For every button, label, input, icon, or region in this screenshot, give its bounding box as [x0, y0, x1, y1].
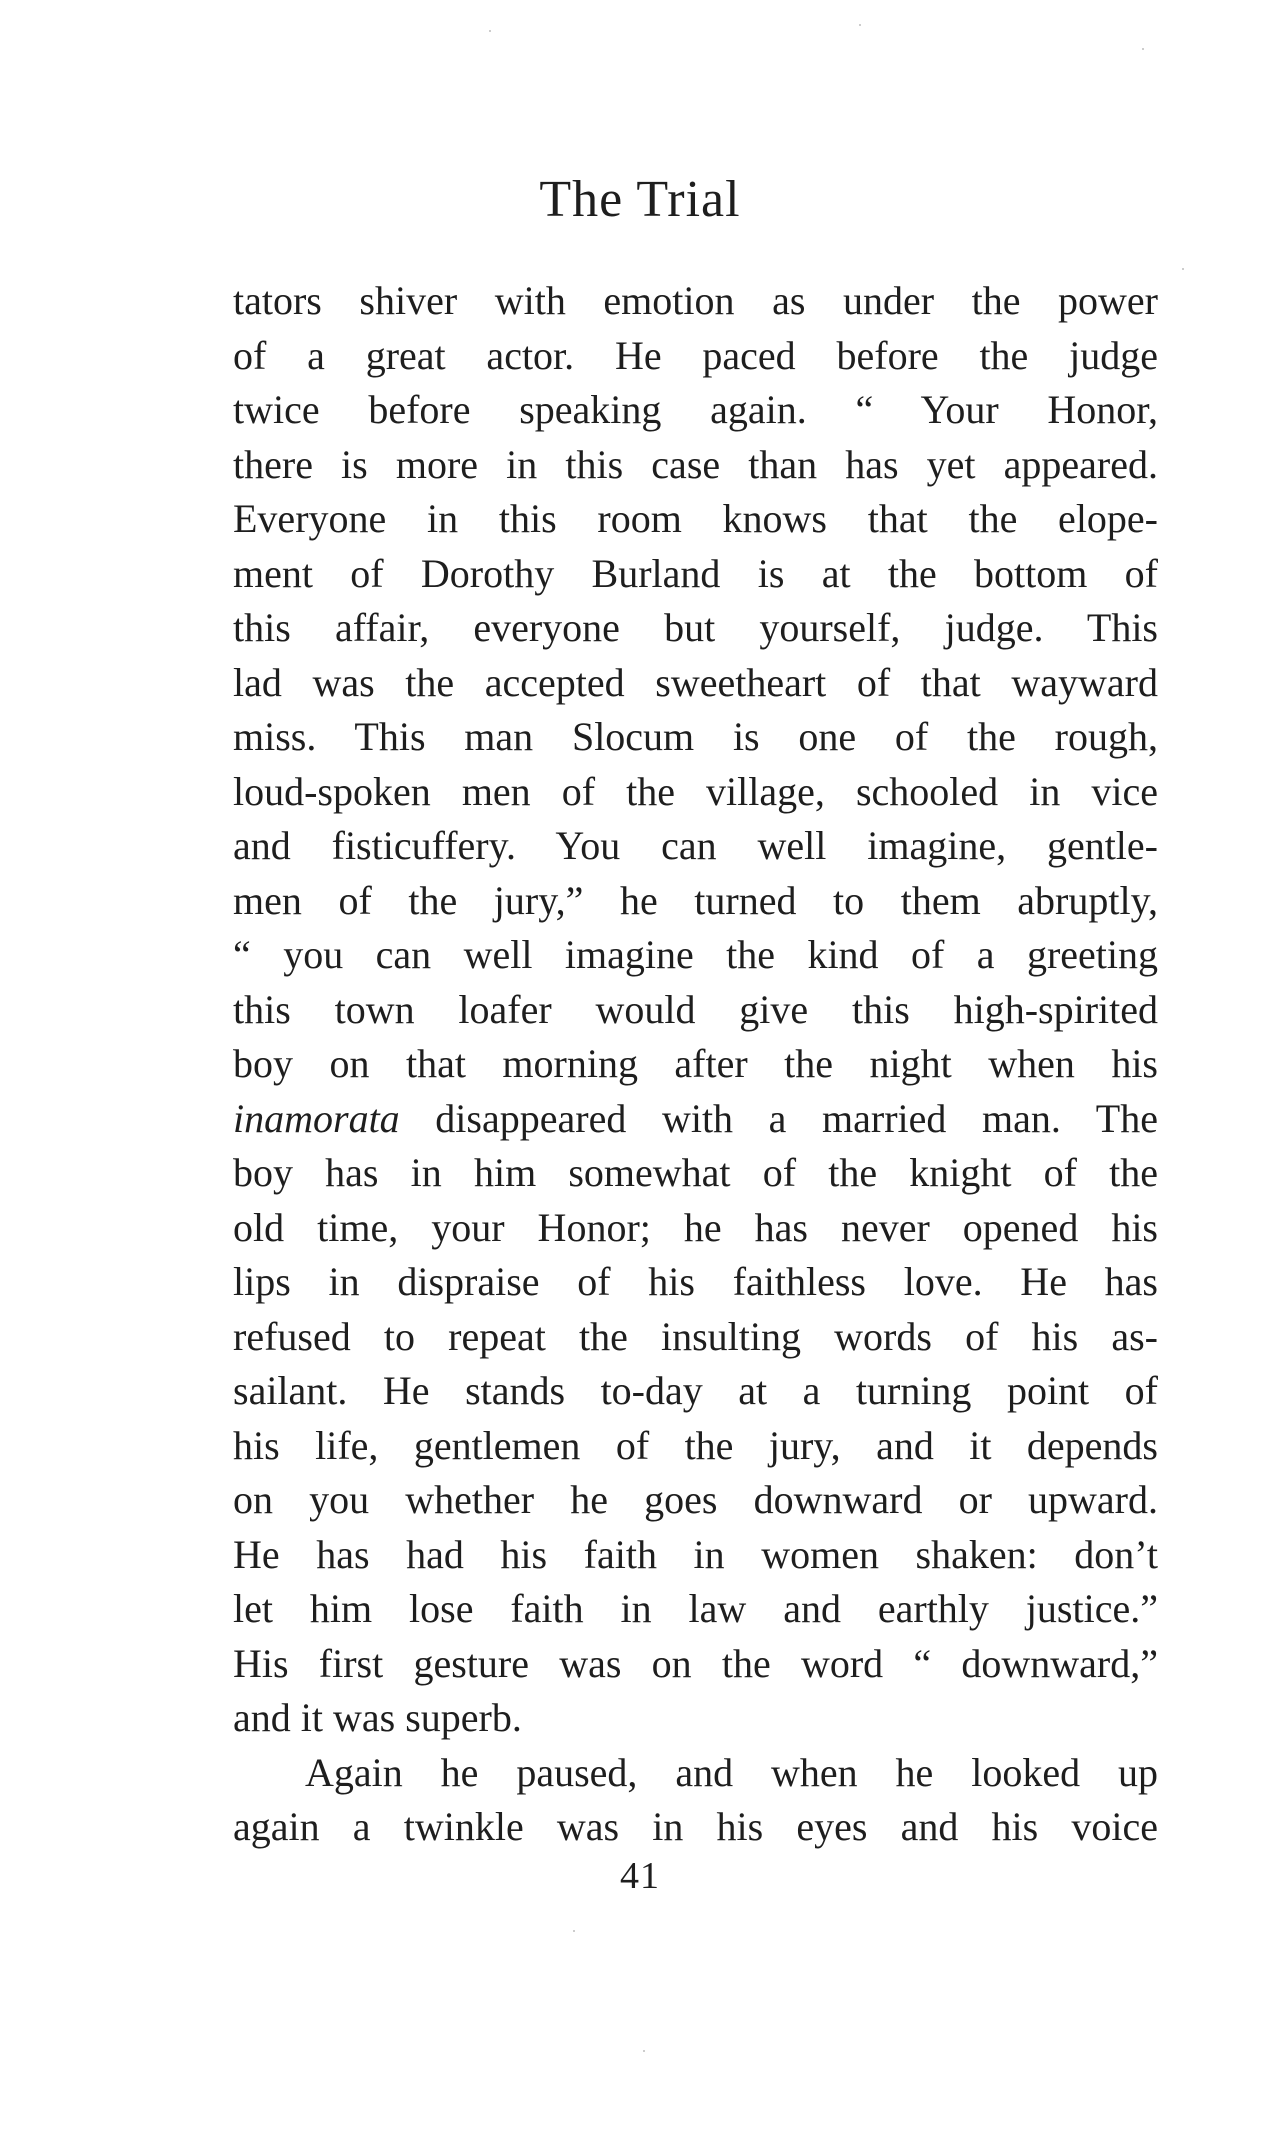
- text-line-italic: [233, 1092, 1158, 1147]
- text-line: refused to repeat the insulting words of his as-: [233, 1313, 1158, 1359]
- paper-speck: [1142, 48, 1144, 50]
- text-line: there is more in this case than has yet appeared.: [233, 441, 1158, 487]
- text-line: on you whether he goes downward or upward.: [233, 1477, 1158, 1522]
- text-line: and fisticuffery. You can well imagine, gentle-: [233, 823, 1158, 868]
- text-line: this town loafer would give this high-spirited: [233, 986, 1158, 1032]
- italic-word: inamorata: [233, 1095, 400, 1141]
- text-line: men of the jury,” he turned to them abruptly,: [233, 877, 1158, 923]
- text-line: tators shiver with emotion as under the power: [233, 278, 1158, 323]
- text-line: lad was the accepted sweetheart of that wayward: [233, 659, 1158, 705]
- body-text: [233, 274, 1158, 1855]
- text-line: He has had his faith in women shaken: don’t: [233, 1531, 1158, 1577]
- text-line-paragraph-end: and it was superb.: [233, 1695, 522, 1740]
- text-line: boy has in him somewhat of the knight of the: [233, 1150, 1158, 1195]
- paper-speck: [489, 30, 491, 32]
- text-line: twice before speaking again. “ Your Honor,: [233, 387, 1158, 432]
- text-line: “ you can well imagine the kind of a greeting: [233, 932, 1158, 977]
- paper-speck: [859, 24, 861, 26]
- running-title: The Trial: [539, 171, 741, 228]
- text-line: of a great actor. He paced before the judge: [233, 332, 1158, 378]
- text-line: boy on that morning after the night when his: [233, 1041, 1158, 1086]
- text-line: sailant. He stands to-day at a turning point of: [233, 1368, 1158, 1413]
- paper-speck: [1182, 268, 1184, 270]
- text-line: again a twinkle was in his eyes and his voice: [233, 1804, 1158, 1849]
- text-line: loud-spoken men of the village, schooled in vice: [233, 768, 1158, 814]
- text-line: miss. This man Slocum is one of the rough,: [233, 714, 1158, 759]
- paper-speck: [643, 2050, 645, 2052]
- text-line-paragraph-start: Again he paused, and when he looked up: [305, 1749, 1158, 1795]
- text-line: ment of Dorothy Burland is at the bottom of: [233, 550, 1158, 596]
- text-line: old time, your Honor; he has never opened his: [233, 1204, 1158, 1250]
- paper-speck: [573, 1930, 575, 1932]
- text-line: his life, gentlemen of the jury, and it depends: [233, 1422, 1158, 1468]
- text-line: lips in dispraise of his faithless love. He has: [233, 1259, 1158, 1304]
- text-line: this affair, everyone but yourself, judge. This: [233, 605, 1158, 650]
- italic-line-rest: disappeared with a married man. The: [399, 1095, 1158, 1141]
- text-line: His first gesture was on the word “ downward,”: [233, 1640, 1158, 1686]
- page-number: 41: [620, 1855, 660, 1897]
- text-line: Everyone in this room knows that the elope-: [233, 496, 1158, 541]
- text-line: let him lose faith in law and earthly justice.”: [233, 1586, 1158, 1631]
